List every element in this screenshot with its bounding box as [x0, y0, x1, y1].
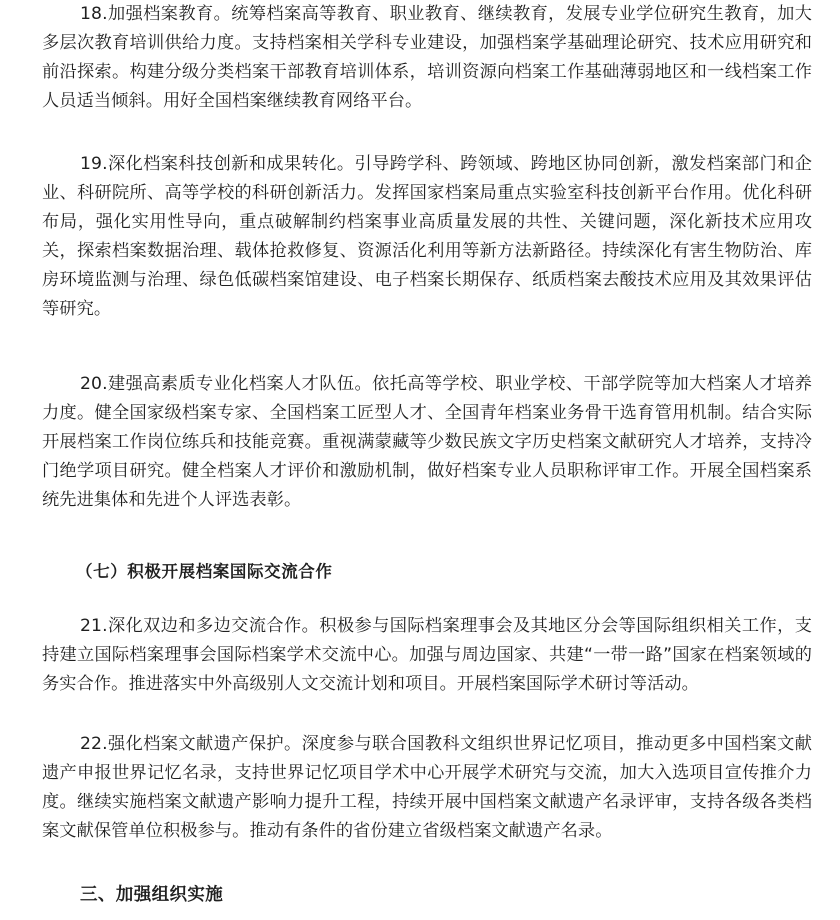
section-heading-organization: 三、加强组织实施 — [80, 885, 224, 905]
paragraph-22-heritage-protection: 22.强化档案文献遗产保护。深度参与联合国教科文组织世界记忆项目，推动更多中国档案文献遗产申报世界记忆名录，支持世界记忆项目学术中心开展学术研究与交流，加大入选项目宣传推介力度。继续实施档案文献遗产影响力提升工程，持续开展中国档案文献遗产名录评审，支持各级各类档案文献保管单位积极参与。推动有条件的省份建立省级档案文献遗产名录。 — [42, 734, 812, 841]
paragraph-18-archive-education: 18.加强档案教育。统筹档案高等教育、职业教育、继续教育，发展专业学位研究生教育，加大多层次教育培训供给力度。支持档案相关学科专业建设，加强档案学基础理论研究、技术应用研究和前沿探索。构建分级分类档案干部教育培训体系，培训资源向档案工作基础薄弱地区和一线档案工作人员适当倾斜。用好全国档案继续教育网络平台。 — [42, 4, 812, 111]
subheading-international-cooperation: （七）积极开展档案国际交流合作 — [76, 562, 333, 581]
paragraph-20-talent-team: 20.建强高素质专业化档案人才队伍。依托高等学校、职业学校、干部学院等加大档案人才培养力度。健全国家级档案专家、全国档案工匠型人才、全国青年档案业务骨干选育管用机制。结合实际开展档案工作岗位练兵和技能竞赛。重视满蒙藏等少数民族文字历史档案文献研究人才培养，支持冷门绝学项目研究。健全档案人才评价和激励机制，做好档案专业人员职称评审工作。开展全国档案系统先进集体和先进个人评选表彰。 — [42, 374, 812, 510]
paragraph-19-tech-innovation: 19.深化档案科技创新和成果转化。引导跨学科、跨领域、跨地区协同创新，激发档案部门和企业、科研院所、高等学校的科研创新活力。发挥国家档案局重点实验室科技创新平台作用。优化科研布局，强化实用性导向，重点破解制约档案事业高质量发展的共性、关键问题，深化新技术应用攻关，探索档案数据治理、载体抢救修复、资源活化利用等新方法新路径。持续深化有害生物防治、库房环境监测与治理、绿色低碳档案馆建设、电子档案长期保存、纸质档案去酸技术应用及其效果评估等研究。 — [42, 154, 812, 319]
paragraph-21-bilateral-multilateral: 21.深化双边和多边交流合作。积极参与国际档案理事会及其地区分会等国际组织相关工作，支持建立国际档案理事会国际档案学术交流中心。加强与周边国家、共建“一带一路”国家在档案领域的务实合作。推进落实中外高级别人文交流计划和项目。开展档案国际学术研讨等活动。 — [42, 616, 812, 694]
